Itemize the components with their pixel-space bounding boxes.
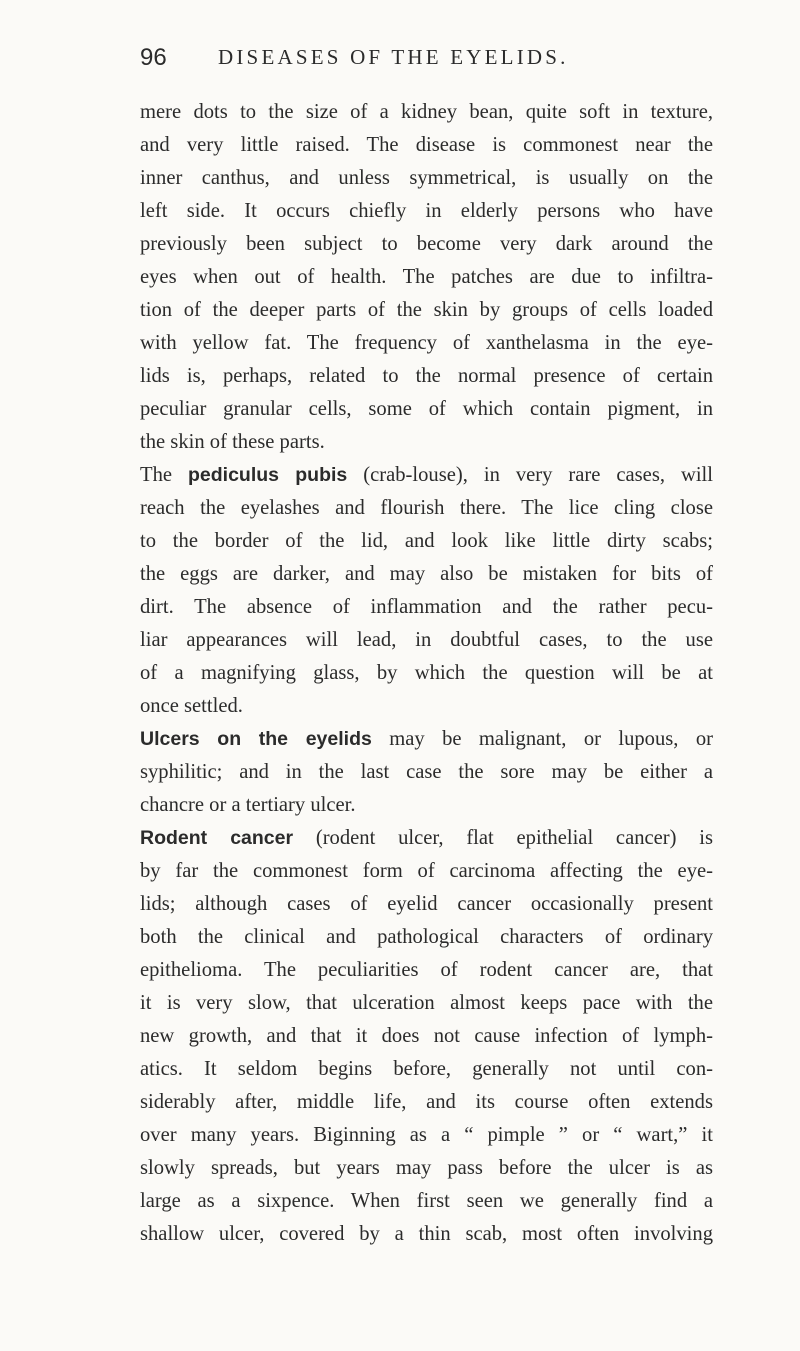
text-line — [140, 327, 713, 360]
text-line — [140, 954, 713, 987]
line-text: and very little raised. The disease is commonest near the — [140, 134, 713, 156]
line-text: epithelioma. The peculiarities of rodent cancer are, that — [140, 959, 713, 981]
text-line — [140, 855, 713, 888]
text-line — [140, 888, 713, 921]
line-text: both the clinical and pathological characters of ordinary — [140, 926, 713, 948]
line-text: lids is, perhaps, related to the normal presence of certain — [140, 365, 713, 387]
line-text: to the border of the lid, and look like little dirty scabs; — [140, 530, 713, 552]
line-text: eyes when out of health. The patches are due to infiltra- — [140, 266, 713, 288]
text-line — [140, 558, 713, 591]
text-line — [140, 921, 713, 954]
text-line — [140, 525, 713, 558]
page-number: 96 — [140, 44, 167, 71]
text-line — [140, 1185, 713, 1218]
line-text: tion of the deeper parts of the skin by groups of cells loaded — [140, 299, 713, 321]
line-text: siderably after, middle life, and its course often extends — [140, 1091, 713, 1113]
line-prefix: The — [140, 464, 188, 486]
text-line — [140, 360, 713, 393]
text-line — [140, 492, 713, 525]
text-line — [140, 723, 713, 756]
text-line — [140, 690, 713, 723]
line-text: (crab-louse), in very rare cases, will — [347, 464, 713, 486]
text-line — [140, 1086, 713, 1119]
line-text: the skin of these parts. — [140, 431, 325, 453]
line-text: once settled. — [140, 695, 243, 717]
text-line — [140, 1119, 713, 1152]
line-text: shallow ulcer, covered by a thin scab, most often involving — [140, 1223, 713, 1245]
text-line — [140, 1020, 713, 1053]
line-text: over many years. Biginning as a “ pimple ” or “ wart,” it — [140, 1124, 713, 1146]
line-text: by far the commonest form of carcinoma affecting the eye- — [140, 860, 713, 882]
body-text — [140, 96, 713, 1251]
line-text: syphilitic; and in the last case the sore may be either a — [140, 761, 713, 783]
line-text: inner canthus, and unless symmetrical, is usually on the — [140, 167, 713, 189]
text-line — [140, 459, 713, 492]
text-line — [140, 1218, 713, 1251]
line-text: may be malignant, or lupous, or — [371, 728, 713, 750]
text-line — [140, 228, 713, 261]
text-line — [140, 96, 713, 129]
text-line — [140, 1053, 713, 1086]
text-line — [140, 162, 713, 195]
line-text: the eggs are darker, and may also be mistaken for bits of — [140, 563, 713, 585]
line-text: large as a sixpence. When first seen we generally find a — [140, 1190, 713, 1212]
bold-lead-term: Rodent cancer — [140, 827, 294, 849]
running-title: DISEASES OF THE EYELIDS. — [218, 45, 569, 69]
text-line — [140, 624, 713, 657]
bold-lead-term: Ulcers on the eyelids — [140, 728, 372, 750]
line-text: peculiar granular cells, some of which contain pigment, in — [140, 398, 713, 420]
line-text: with yellow fat. The frequency of xanthelasma in the eye- — [140, 332, 713, 354]
text-line — [140, 426, 713, 459]
line-text: liar appearances will lead, in doubtful cases, to the use — [140, 629, 713, 651]
text-line — [140, 195, 713, 228]
line-text: chancre or a tertiary ulcer. — [140, 794, 356, 816]
line-text: reach the eyelashes and flourish there. The lice cling close — [140, 497, 713, 519]
line-text: slowly spreads, but years may pass before the ulcer is as — [140, 1157, 713, 1179]
text-line — [140, 294, 713, 327]
text-line — [140, 261, 713, 294]
text-line — [140, 657, 713, 690]
line-text: dirt. The absence of inflammation and the rather pecu- — [140, 596, 713, 618]
page-header — [140, 44, 720, 78]
text-line — [140, 129, 713, 162]
line-text: lids; although cases of eyelid cancer occasionally present — [140, 893, 713, 915]
text-line — [140, 756, 713, 789]
text-line — [140, 987, 713, 1020]
line-text: (rodent ulcer, flat epithelial cancer) is — [293, 827, 713, 849]
text-line — [140, 822, 713, 855]
line-text: of a magnifying glass, by which the question will be at — [140, 662, 713, 684]
text-line — [140, 1152, 713, 1185]
line-text: it is very slow, that ulceration almost keeps pace with the — [140, 992, 713, 1014]
line-text: new growth, and that it does not cause infection of lymph- — [140, 1025, 713, 1047]
line-text: left side. It occurs chiefly in elderly persons who have — [140, 200, 713, 222]
bold-lead-term: pediculus pubis — [188, 464, 348, 486]
text-line — [140, 393, 713, 426]
line-text: mere dots to the size of a kidney bean, quite soft in texture, — [140, 101, 713, 123]
text-line — [140, 591, 713, 624]
text-line — [140, 789, 713, 822]
line-text: previously been subject to become very dark around the — [140, 233, 713, 255]
line-text: atics. It seldom begins before, generally not until con- — [140, 1058, 713, 1080]
